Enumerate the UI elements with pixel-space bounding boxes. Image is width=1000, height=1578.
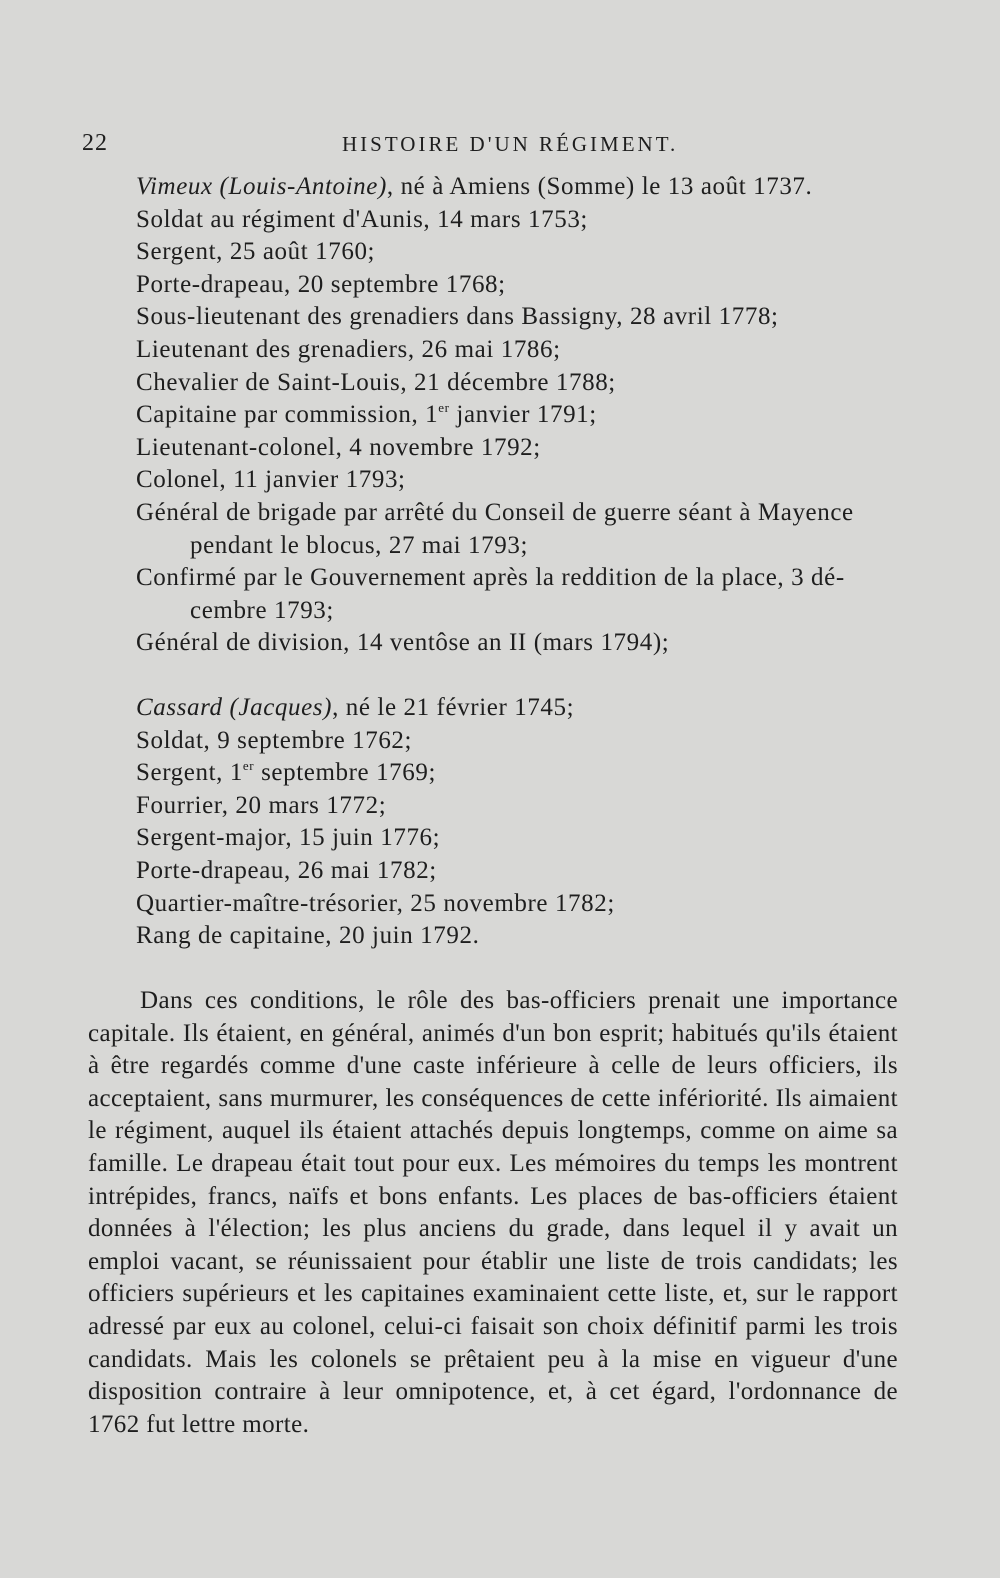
record-line: Sergent, 25 août 1760; (136, 238, 376, 266)
record-line: Chevalier de Saint-Louis, 21 décembre 1788; (136, 368, 616, 396)
record-line (136, 399, 906, 432)
record-text: Capitaine par commission, 1 (136, 401, 439, 429)
record-line: Sergent-major, 15 juin 1776; (136, 824, 441, 852)
ordinal-superscript: er (242, 758, 255, 774)
record-line: Général de brigade par arrêté du Conseil de guerre séant à Mayence (136, 498, 854, 526)
record-text: Sergent, 1 (136, 759, 243, 787)
record-line: Porte-drapeau, 26 mai 1782; (136, 856, 437, 884)
body-paragraph: Dans ces conditions, le rôle des bas-officiers prenait une importance capitale. Ils étaient, en général, animés d'un bon esprit; habitués qu'ils étaient à être regardés comme d'une caste inférieure à celle de leurs officiers, ils acceptaient, sans murmurer, les conséquences de cette infériorité. Ils aimaient le régiment, auquel ils étaient attachés depuis longtemps, comme on aime sa famille. Le drapeau était tout pour eux. Les mémoires du temps les montrent intrépides, francs, naïfs et bons enfants. Les places de bas-officiers étaient données à l'élection; les plus anciens du grade, dans lequel il y avait un emploi vacant, se réunissaient pour établir une liste de trois candidats; les officiers supérieurs et les capitaines examinaient cette liste, et, sur le rapport adressé par eux au colonel, celui-ci faisait son choix définitif parmi les trois candidats. Mais les colonels se prêtaient peu à la mise en vigueur d'une disposition contraire à leur omnipotence, et, à cet égard, l'ordonnance de 1762 fut lettre morte. (88, 987, 898, 1438)
service-record-vimeux (136, 171, 906, 660)
record-line: Colonel, 11 janvier 1793; (136, 466, 406, 494)
person-name: Cassard (Jacques) (136, 694, 333, 721)
record-line: Sous-lieutenant des grenadiers dans Bassigny, 28 avril 1778; (136, 303, 779, 331)
record-line: Porte-drapeau, 20 septembre 1768; (136, 270, 506, 298)
record-intro (136, 692, 906, 725)
record-line-continuation: cembre 1793; (190, 596, 334, 624)
record-line: Lieutenant des grenadiers, 26 mai 1786; (136, 335, 561, 363)
ordinal-superscript: er (438, 400, 450, 416)
record-line: Fourrier, 20 mars 1772; (136, 791, 387, 819)
record-text: janvier 1791; (449, 401, 597, 429)
record-line (136, 757, 906, 790)
record-line: Quartier-maître-trésorier, 25 novembre 1782; (136, 889, 615, 917)
person-name: Vimeux (Louis-Antoine) (136, 173, 387, 200)
record-line: Général de division, 14 ventôse an II (mars 1794); (136, 629, 670, 657)
record-line: Soldat au régiment d'Aunis, 14 mars 1753; (136, 205, 588, 233)
record-line: Lieutenant-colonel, 4 novembre 1792; (136, 433, 541, 461)
page-number: 22 (82, 130, 108, 156)
birth-info: , né à Amiens (Somme) le 13 août 1737. (386, 173, 813, 200)
record-line: Rang de capitaine, 20 juin 1792. (136, 922, 480, 950)
service-record-cassard (136, 692, 906, 953)
record-line: Soldat, 9 septembre 1762; (136, 726, 413, 754)
birth-info: , né le 21 février 1745; (332, 694, 575, 721)
record-line: Confirmé par le Gouvernement après la reddition de la place, 3 dé- (136, 564, 845, 592)
record-intro (136, 171, 906, 204)
running-title: HISTOIRE D'UN RÉGIMENT. (342, 132, 679, 156)
page-header (82, 130, 902, 160)
record-line-continuation: pendant le blocus, 27 mai 1793; (190, 531, 528, 559)
record-text: septembre 1769; (254, 759, 437, 787)
